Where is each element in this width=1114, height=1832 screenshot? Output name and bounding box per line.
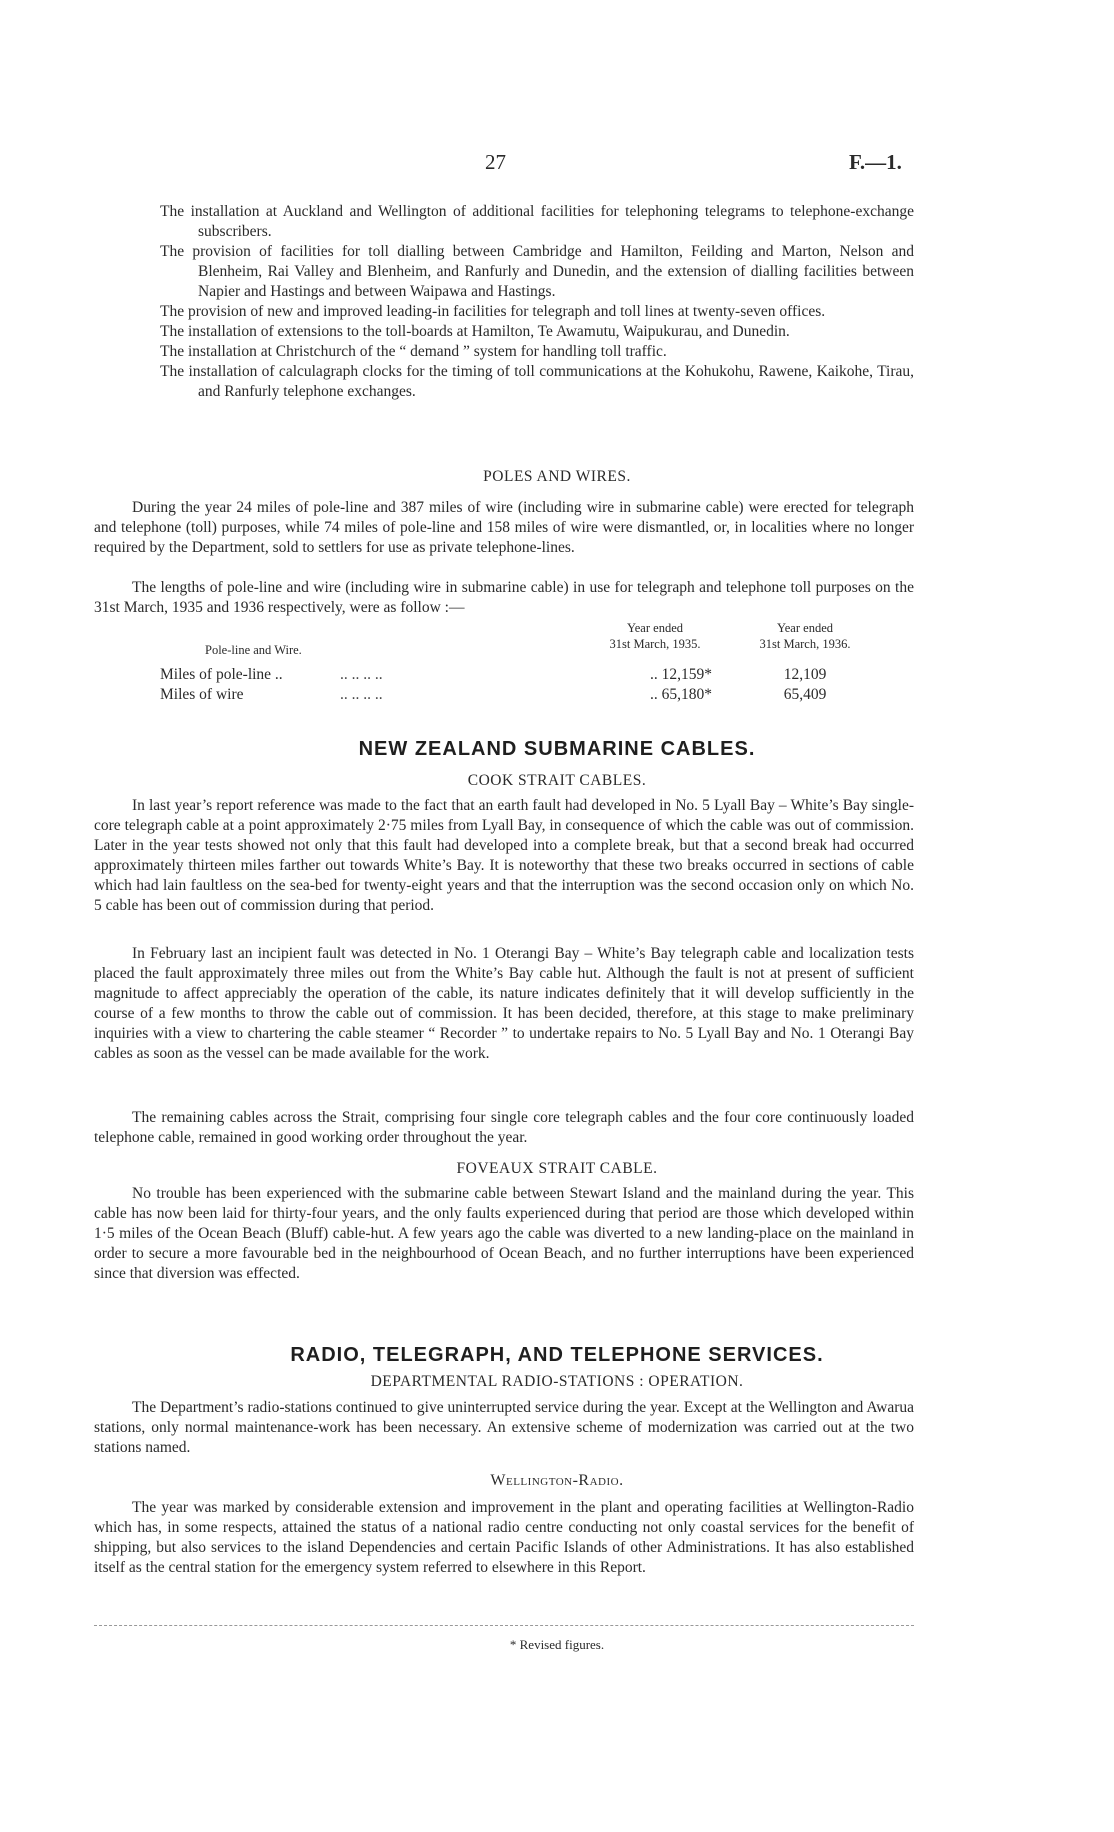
row-value-1936: 65,409 — [783, 686, 827, 703]
cook-paragraph-3: The remaining cables across the Strait, comprising four single core telegraph cables and the four core continuously loaded telephone cable, remained in good working order throughout the year. — [94, 1109, 914, 1146]
list-item: The provision of new and improved leading-in facilities for telegraph and toll lines at twenty-seven offices. — [160, 303, 826, 320]
row-value-1935: .. 65,180* — [650, 686, 712, 703]
col1-header-line2: 31st March, 1935. — [609, 637, 701, 651]
poles-paragraph-1: During the year 24 miles of pole-line and 387 miles of wire (including wire in submarine cable) were erected for telegraph and telephone (toll) purposes, while 74 miles of pole-line and 158 miles of wire were dismantled, or, in localities where no longer required by the Department, sold to settlers for use as private telephone-lines. — [94, 499, 914, 556]
list-item: The provision of facilities for toll dialling between Cambridge and Hamilton, Feilding and Marton, Nelson and Blenheim, Rai Valley and Blenheim, and Ranfurly and Dunedin, and the extension of dialling facilities between Napier and Hastings and between Waipawa and Hastings. — [160, 243, 914, 300]
poles-paragraph-2: The lengths of pole-line and wire (including wire in submarine cable) in use for telegraph and telephone toll purposes on the 31st March, 1935 and 1936 respectively, were as follow :— — [94, 579, 914, 616]
cook-paragraph-2: In February last an incipient fault was detected in No. 1 Oterangi Bay – White’s Bay telegraph cable and localization tests placed the fault approximately three miles out from the White’s Bay cable hut. Although the fault is not at present of sufficient magnitude to affect appreciably the operation of the cable, its nature indicates definitely that it will develop sufficiently in the course of a few months to throw the cable out of commission. It has been decided, therefore, at this stage to make preliminary inquiries with a view to chartering the cable steamer “ Recorder ” to undertake repairs to No. 5 Lyall Bay and No. 1 Oterangi Bay cables as soon as the vessel can be made available for the work. — [94, 945, 914, 1062]
row-leader-dots: .. .. .. .. — [340, 686, 383, 703]
cook-strait-heading: COOK STRAIT CABLES. — [467, 772, 647, 789]
list-item: The installation at Christchurch of the “ demand ” system for handling toll traffic. — [160, 343, 667, 360]
footnote: * Revised figures. — [509, 1637, 605, 1652]
table-header-1935 — [580, 620, 730, 652]
row-value-1935: .. 12,159* — [650, 666, 712, 683]
table-header-1936 — [730, 620, 880, 652]
table-row — [160, 666, 890, 686]
poles-and-wires-heading: POLES AND WIRES. — [483, 468, 631, 485]
foveaux-strait-heading: FOVEAUX STRAIT CABLE. — [456, 1160, 658, 1177]
wellington-radio-heading: Wellington-Radio. — [490, 1472, 624, 1489]
table-row — [160, 686, 890, 706]
col1-header-line1: Year ended — [626, 621, 683, 635]
submarine-cables-heading: NEW ZEALAND SUBMARINE CABLES. — [358, 738, 756, 760]
row-leader-dots: .. .. .. .. — [340, 666, 383, 683]
installation-list — [160, 202, 914, 402]
foveaux-paragraph: No trouble has been experienced with the submarine cable between Stewart Island and the mainland during the year. This cable has now been laid for thirty-four years, and the only faults experienced during that period are those which developed within 1·5 miles of the Ocean Beach (Bluff) cable-hut. A few years ago the cable was diverted to a new landing-place on the mainland in order to secure a more favourable bed in the neighbourhood of Ocean Beach, and no further interruptions have been experienced since that diversion was effected. — [94, 1185, 914, 1282]
footnote-divider — [94, 1625, 914, 1626]
document-reference: F.—1. — [849, 150, 902, 174]
list-item: The installation at Auckland and Wellington of additional facilities for telephoning telegrams to telephone-exchange subscribers. — [160, 203, 914, 240]
table-header-label: Pole-line and Wire. — [205, 643, 302, 657]
col2-header-line1: Year ended — [776, 621, 833, 635]
radio-paragraph-2: The year was marked by considerable extension and improvement in the plant and operating facilities at Wellington-Radio which has, in some respects, attained the status of a national radio centre conducting not only coastal services for the benefit of shipping, but also services to the island Dependencies and certain Pacific Islands of other Administrations. It has also established itself as the central station for the emergency system referred to elsewhere in this Report. — [94, 1499, 914, 1576]
radio-paragraph-1: The Department’s radio-stations continued to give uninterrupted service during the year. Except at the Wellington and Awarua stations, only normal maintenance-work has been necessary. An extensive scheme of modernization was carried out at the two stations named. — [94, 1399, 914, 1456]
row-label: Miles of pole-line .. — [160, 666, 283, 683]
running-header — [0, 150, 1114, 180]
radio-stations-heading: DEPARTMENTAL RADIO-STATIONS : OPERATION. — [370, 1373, 744, 1390]
radio-services-heading: RADIO, TELEGRAPH, AND TELEPHONE SERVICES. — [290, 1344, 824, 1366]
list-item: The installation of calculagraph clocks for the timing of toll communications at the Kohukohu, Rawene, Kaikohe, Tirau, and Ranfurly telephone exchanges. — [160, 363, 914, 400]
list-item: The installation of extensions to the toll-boards at Hamilton, Te Awamutu, Waipukurau, and Dunedin. — [160, 323, 790, 340]
row-value-1936: 12,109 — [783, 666, 827, 683]
col2-header-line2: 31st March, 1936. — [759, 637, 851, 651]
page-number: 27 — [485, 150, 506, 174]
row-label: Miles of wire — [160, 686, 244, 703]
cook-paragraph-1: In last year’s report reference was made to the fact that an earth fault had developed in No. 5 Lyall Bay – White’s Bay single-core telegraph cable at a point approximately 2·75 miles from Lyall Bay, in consequence of which the cable was out of commission. Later in the year tests showed not only that this fault had developed into a complete break, but that a second break had occurred approximately thirteen miles farther out towards White’s Bay. It is noteworthy that these two breaks occurred in sections of cable which had lain faultless on the sea-bed for twenty-eight years and that the interruption was the second occasion only on which No. 5 cable has been out of commission during that period. — [94, 797, 914, 914]
